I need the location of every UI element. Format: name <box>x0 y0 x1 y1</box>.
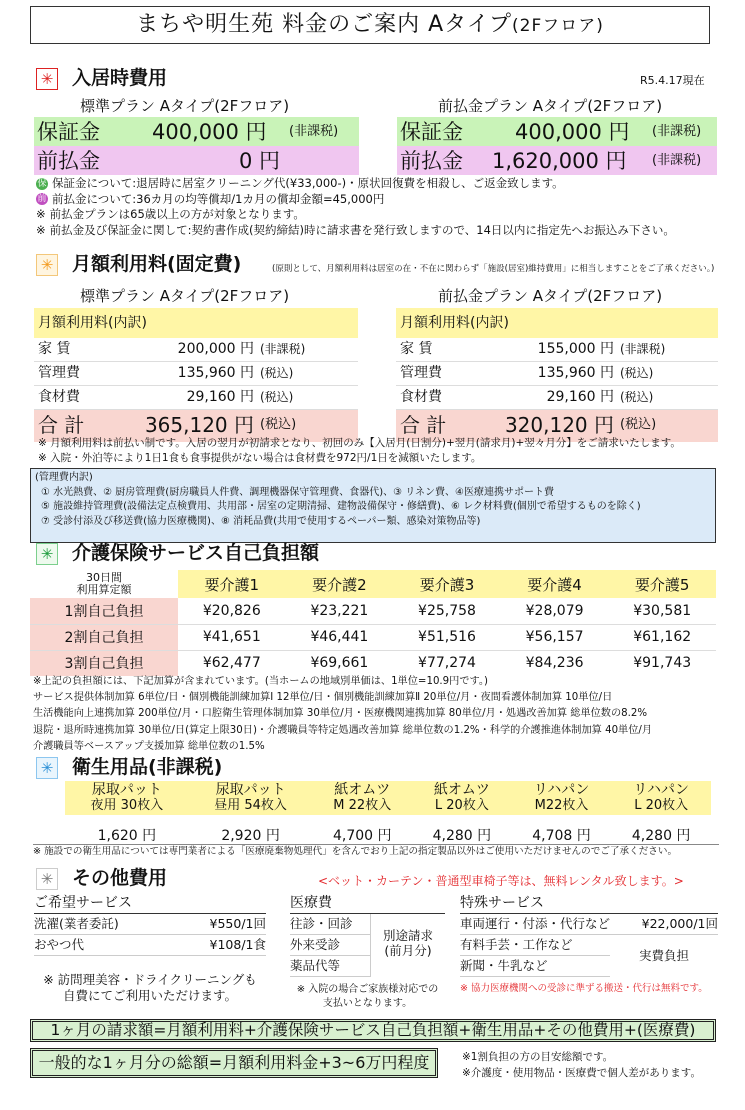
mgmt-breakdown-box: (管理費内訳) ① 水光熱費、② 厨房管理費(厨房職員人件費、調理機器保守管理費、食器代)、③ リネン費、④医療連携サポート費 ⑤ 施設維持管理費(設備法定点検費用、共用部・居室の定期清掃、建物設備保守・修繕費)、⑥ レク材料費(個別で希望するものを除く) ⑦ 受診付添及び移送費(協力医療機関)、⑧ 消耗品費(共用で使用するペーパー類、感染対策物品等) <box>30 468 716 543</box>
hygiene-price: 4,700 円 <box>332 828 392 844</box>
care-row: 2割自己負担 ¥41,651 ¥46,441 ¥51,516 ¥56,157 ¥61,162 <box>30 624 716 650</box>
hygiene-heading: ✳ 衛生用品(非課税) <box>36 755 222 779</box>
care-row: 3割自己負担 ¥62,477 ¥69,661 ¥77,274 ¥84,236 ¥91,743 <box>30 650 716 676</box>
other-heading: ✳ その他費用 <box>36 866 167 890</box>
std-monthly-table: 月額利用料(内訳) 家 賃 200,000 円 (非課税) 管理費 135,960 円 (税込) 食材費 29,160 円 (税込) 合 計 365,120 円 (税込) <box>34 308 358 442</box>
care-table: 30日間 利用算定額 要介護1 要介護2 要介護3 要介護4 要介護5 1割自己負担 ¥20,826 ¥23,221 ¥25,758 ¥28,079 ¥30,581 2割自己負担 ¥41,651 ¥46,441 ¥51,516 ¥56,157 ¥61,162 3割自己負担 ¥62,477 ¥69,661 ¥77,274 ¥84,236 ¥91,743 <box>30 570 716 676</box>
asterisk-icon: ✳ <box>36 543 58 565</box>
hygiene-price: 4,280 円 <box>631 828 691 844</box>
special-services: 特殊サービス 車両運行・付添・代行など ¥22,000/1回 有料手芸・工作など 新聞・牛乳など 実費負担 ※ 協力医療機関への受診に準ずる搬送・代行は無料です。 <box>460 895 718 994</box>
hygiene-table: 尿取パット 夜用 30枚入 尿取パット 昼用 54枚入 紙オムツ M 22枚入 紙オムツ L 20枚入 リハパン M22枚入 リハパン L 20枚入 1,620 円 2,920 円 4,700 円 4,280 円 4,708 円 4,280 円 <box>65 781 711 845</box>
care-heading: ✳ 介護保険サービス自己負担額 <box>36 541 319 565</box>
care-level-2: 要介護2 <box>286 570 394 598</box>
page-title: まちや明生苑 料金のご案内 Aタイプ(2Fフロア) <box>30 6 710 44</box>
billing-formula: 1ヶ月の請求額=月額利用料+介護保険サービス自己負担額+衛生用品+その他費用+(医療費) <box>30 1019 716 1042</box>
prepay-mark-icon: 前 <box>37 194 47 204</box>
hygiene-price: 4,280 円 <box>432 828 492 844</box>
hygiene-price: 4,708 円 <box>532 828 591 844</box>
monthly-heading: ✳ 月額利用料(固定費) <box>36 252 241 276</box>
std-plan-label: 標準プラン Aタイプ(2Fフロア) <box>80 97 290 115</box>
total-estimate: 一般的な1ヶ月分の総額=月額利用料金+3~6万円程度 <box>30 1048 438 1078</box>
footer-notes: ※1割負担の方の目安総額です。 ※介護度・使用物品・医療費で個人差があります。 <box>462 1051 701 1079</box>
care-notes: ※上記の負担額には、下記加算が含まれています。(当ホームの地域別単価は、1単位=10.9円です。) サービス提供体制加算 6単位/日・個別機能訓練加算Ⅰ 12単位/日・個別機能訓練加算Ⅱ 20単位/月・夜間看護体制加算 10単位/日 生活機能向上連携加算 200単位/月・口腔衛生管理体制加算 30単位/月・医療機関連携加算 80単位/月・処遇改善加算 総単位数の8.2% 退院・退所時連携加算 30単位/日(算定上限30日)・介護職員等特定処遇改善加算 総単位数の1.2%・科学的介護推進体制加算 40単位/月 介護職員等ベースアップ支援加算 総単位数の1.5% <box>33 676 653 752</box>
pre-deposit-row: 保証金 400,000 円 (非課税) <box>397 117 717 146</box>
hygiene-price: 1,620 円 <box>97 828 157 844</box>
entry-notes: 保 保証金について:退居時に居室クリーニング代(¥33,000-)・原状回復費を相殺し、ご返金致します。 前 前払金について:36カ月の均等償却/1カ月の償却金額=45,000円 ※ 前払金プランは65歳以上の方が対象となります。 ※ 前払金及び保証金に関して:契約書作成(契約締結)時に請求書を発行致しますので、14日以内に指定先へお振込み下さい。 <box>36 176 675 237</box>
asterisk-icon: ✳ <box>36 868 58 890</box>
hygiene-price: 2,920 円 <box>221 828 280 844</box>
rental-banner: <ベット・カーテン・普通型車椅子等は、無料レンタル致します。> <box>318 874 684 888</box>
pre-prepay-row: 前払金 1,620,000 円 (非課税) <box>397 146 717 175</box>
asterisk-icon: ✳ <box>36 68 58 90</box>
care-level-1: 要介護1 <box>178 570 286 598</box>
std-deposit-row: 保証金 400,000 円 (非課税) <box>34 117 359 146</box>
entry-heading: ✳ 入居時費用 <box>36 66 167 90</box>
asterisk-icon: ✳ <box>36 254 58 276</box>
wish-services: ご希望サービス 洗濯(業者委託) ¥550/1回 おやつ代 ¥108/1食 ※ 訪問理美容・ドライクリーニングも 自費にてご利用いただけます。 <box>34 895 266 1003</box>
pre-plan-label: 前払金プラン Aタイプ(2Fフロア) <box>438 287 663 305</box>
pre-plan-label: 前払金プラン Aタイプ(2Fフロア) <box>438 97 663 115</box>
std-plan-label: 標準プラン Aタイプ(2Fフロア) <box>80 287 290 305</box>
hygiene-note: ※ 施設での衛生用品については専門業者による「医療廃棄物処理代」を含んでおり上記の指定製品以外はご使用いただけませんのでご了承ください。 <box>33 844 719 859</box>
asterisk-icon: ✳ <box>36 757 58 779</box>
care-row: 1割自己負担 ¥20,826 ¥23,221 ¥25,758 ¥28,079 ¥30,581 <box>30 598 716 624</box>
care-level-3: 要介護3 <box>393 570 501 598</box>
care-level-5: 要介護5 <box>608 570 716 598</box>
monthly-subnote: (原則として、月額利用料は居室の在・不在に関わらず「施設(居室)維持費用」に相当しますことをご了承ください。) <box>272 264 715 274</box>
date-label: R5.4.17現在 <box>640 74 705 87</box>
std-prepay-row: 前払金 0 円 <box>34 146 359 175</box>
care-level-4: 要介護4 <box>501 570 609 598</box>
monthly-notes: ※ 月額利用料は前払い制です。入居の翌月が初請求となり、初回のみ【入居月(日割分)+翌月(請求月)+翌々月分】をご請求いたします。 ※ 入院・外泊等により1日1食も食事提供がない場合は食材費を972円/1日を減額いたします。 <box>38 437 681 464</box>
pre-monthly-table: 月額利用料(内訳) 家 賃 155,000 円 (非課税) 管理費 135,960 円 (税込) 食材費 29,160 円 (税込) 合 計 320,120 円 (税込) <box>396 308 718 442</box>
medical-costs: 医療費 往診・回診 外来受診 薬品代等 別途請求 (前月分) ※ 入院の場合ご家族様対応での 支払いとなります。 <box>290 893 445 1011</box>
deposit-mark-icon: 保 <box>37 178 47 189</box>
